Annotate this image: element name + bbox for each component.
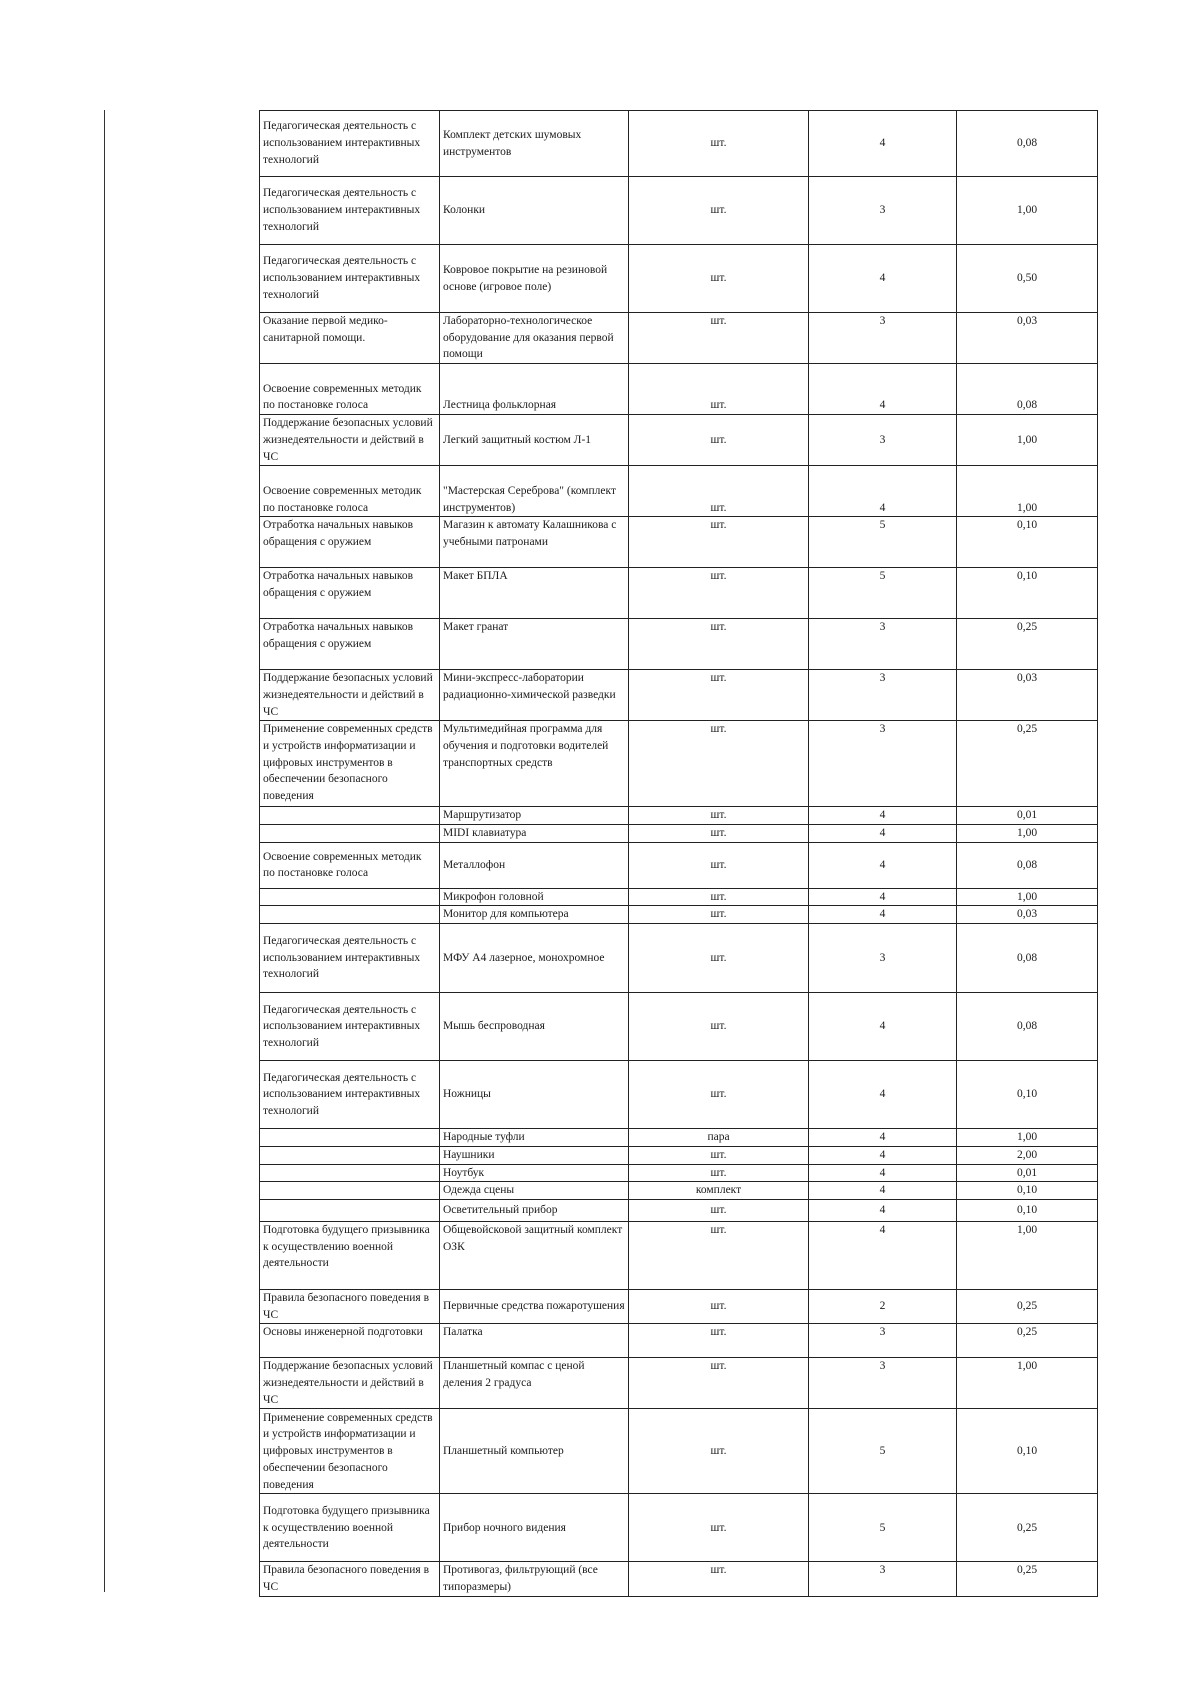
item-name-cell: Мышь беспроводная — [440, 993, 629, 1061]
item-name-cell: Маршрутизатор — [440, 807, 629, 825]
quantity-cell: 3 — [809, 1324, 957, 1358]
item-name-cell: МФУ А4 лазерное, монохромное — [440, 924, 629, 993]
activity-cell: Освоение современных методик по постановке голоса — [260, 466, 440, 517]
activity-cell: Оказание первой медико-санитарной помощи. — [260, 313, 440, 364]
activity-cell: Освоение современных методик по постановке голоса — [260, 842, 440, 888]
table-row — [260, 111, 1098, 177]
activity-cell — [260, 1199, 440, 1221]
unit-cell: шт. — [629, 619, 809, 670]
value-cell: 2,00 — [957, 1146, 1098, 1164]
activity-cell — [260, 888, 440, 906]
item-name-cell: Осветительный прибор — [440, 1199, 629, 1221]
item-name-cell: Наушники — [440, 1146, 629, 1164]
table-row — [260, 1164, 1098, 1182]
activity-cell — [260, 1164, 440, 1182]
table-row — [260, 888, 1098, 906]
table-row — [260, 619, 1098, 670]
table-row — [260, 1182, 1098, 1200]
value-cell: 1,00 — [957, 825, 1098, 843]
unit-cell: шт. — [629, 825, 809, 843]
value-cell: 0,01 — [957, 807, 1098, 825]
value-cell: 0,50 — [957, 245, 1098, 313]
table-row — [260, 313, 1098, 364]
value-cell: 0,25 — [957, 721, 1098, 807]
value-cell: 0,08 — [957, 924, 1098, 993]
quantity-cell: 5 — [809, 1494, 957, 1562]
unit-cell: шт. — [629, 111, 809, 177]
activity-cell: Основы инженерной подготовки — [260, 1324, 440, 1358]
quantity-cell: 4 — [809, 364, 957, 415]
quantity-cell: 3 — [809, 924, 957, 993]
unit-cell: шт. — [629, 415, 809, 466]
table-row — [260, 1289, 1098, 1323]
value-cell: 0,08 — [957, 364, 1098, 415]
unit-cell: шт. — [629, 670, 809, 721]
value-cell: 0,08 — [957, 993, 1098, 1061]
item-name-cell: Легкий защитный костюм Л-1 — [440, 415, 629, 466]
table-row — [260, 1199, 1098, 1221]
activity-cell — [260, 1146, 440, 1164]
table-row — [260, 466, 1098, 517]
value-cell: 0,03 — [957, 670, 1098, 721]
table-row — [260, 906, 1098, 924]
quantity-cell: 4 — [809, 825, 957, 843]
activity-cell: Применение современных средств и устройств информатизации и цифровых инструментов в обеспечении безопасного поведения — [260, 721, 440, 807]
quantity-cell: 4 — [809, 807, 957, 825]
unit-cell: шт. — [629, 1199, 809, 1221]
table-row — [260, 1494, 1098, 1562]
quantity-cell: 3 — [809, 313, 957, 364]
quantity-cell: 5 — [809, 1409, 957, 1494]
quantity-cell: 4 — [809, 1199, 957, 1221]
unit-cell: шт. — [629, 245, 809, 313]
item-name-cell: MIDI клавиатура — [440, 825, 629, 843]
activity-cell: Подготовка будущего призывника к осуществлению военной деятельности — [260, 1494, 440, 1562]
quantity-cell: 2 — [809, 1289, 957, 1323]
value-cell: 1,00 — [957, 177, 1098, 245]
table-row — [260, 825, 1098, 843]
table-row — [260, 807, 1098, 825]
activity-cell: Педагогическая деятельность с использованием интерактивных технологий — [260, 993, 440, 1061]
activity-cell: Отработка начальных навыков обращения с оружием — [260, 517, 440, 568]
item-name-cell: Ноутбук — [440, 1164, 629, 1182]
quantity-cell: 3 — [809, 1562, 957, 1596]
unit-cell: шт. — [629, 807, 809, 825]
table-row — [260, 177, 1098, 245]
table-row — [260, 1358, 1098, 1409]
table-row — [260, 1562, 1098, 1596]
item-name-cell: Мини-экспресс-лаборатории радиационно-химической разведки — [440, 670, 629, 721]
activity-cell: Поддержание безопасных условий жизнедеятельности и действий в ЧС — [260, 1358, 440, 1409]
activity-cell: Педагогическая деятельность с использованием интерактивных технологий — [260, 1061, 440, 1129]
table-row — [260, 517, 1098, 568]
table-row — [260, 924, 1098, 993]
value-cell: 0,03 — [957, 906, 1098, 924]
value-cell: 0,01 — [957, 1164, 1098, 1182]
value-cell: 1,00 — [957, 1221, 1098, 1289]
item-name-cell: Планшетный компас с ценой деления 2 градуса — [440, 1358, 629, 1409]
activity-cell: Подготовка будущего призывника к осуществлению военной деятельности — [260, 1221, 440, 1289]
value-cell: 0,03 — [957, 313, 1098, 364]
quantity-cell: 3 — [809, 670, 957, 721]
item-name-cell: Лестница фольклорная — [440, 364, 629, 415]
quantity-cell: 4 — [809, 1221, 957, 1289]
item-name-cell: Противогаз, фильтрующий (все типоразмеры) — [440, 1562, 629, 1596]
table-row — [260, 415, 1098, 466]
value-cell: 0,10 — [957, 1061, 1098, 1129]
item-name-cell: Одежда сцены — [440, 1182, 629, 1200]
item-name-cell: Макет БПЛА — [440, 568, 629, 619]
value-cell: 0,25 — [957, 1324, 1098, 1358]
table-row — [260, 1221, 1098, 1289]
quantity-cell: 3 — [809, 619, 957, 670]
unit-cell: шт. — [629, 721, 809, 807]
unit-cell: шт. — [629, 924, 809, 993]
value-cell: 1,00 — [957, 415, 1098, 466]
value-cell: 0,10 — [957, 1199, 1098, 1221]
unit-cell: шт. — [629, 1289, 809, 1323]
item-name-cell: Ножницы — [440, 1061, 629, 1129]
table-row — [260, 1409, 1098, 1494]
activity-cell: Правила безопасного поведения в ЧС — [260, 1562, 440, 1596]
value-cell: 0,25 — [957, 619, 1098, 670]
value-cell: 0,25 — [957, 1494, 1098, 1562]
table-row — [260, 1129, 1098, 1147]
item-name-cell: Мультимедийная программа для обучения и подготовки водителей транспортных средств — [440, 721, 629, 807]
value-cell: 0,08 — [957, 111, 1098, 177]
activity-cell: Отработка начальных навыков обращения с оружием — [260, 619, 440, 670]
left-margin-rule — [104, 110, 105, 1592]
unit-cell: шт. — [629, 906, 809, 924]
activity-cell: Педагогическая деятельность с использованием интерактивных технологий — [260, 245, 440, 313]
quantity-cell: 4 — [809, 1129, 957, 1147]
item-name-cell: Первичные средства пожаротушения — [440, 1289, 629, 1323]
unit-cell: шт. — [629, 1146, 809, 1164]
value-cell: 0,10 — [957, 1409, 1098, 1494]
value-cell: 1,00 — [957, 1129, 1098, 1147]
item-name-cell: Ковровое покрытие на резиновой основе (игровое поле) — [440, 245, 629, 313]
table-row — [260, 993, 1098, 1061]
item-name-cell: Комплект детских шумовых инструментов — [440, 111, 629, 177]
activity-cell: Правила безопасного поведения в ЧС — [260, 1289, 440, 1323]
item-name-cell: Планшетный компьютер — [440, 1409, 629, 1494]
quantity-cell: 5 — [809, 517, 957, 568]
table-row — [260, 670, 1098, 721]
quantity-cell: 4 — [809, 888, 957, 906]
unit-cell: шт. — [629, 466, 809, 517]
activity-cell: Применение современных средств и устройств информатизации и цифровых инструментов в обеспечении безопасного поведения — [260, 1409, 440, 1494]
value-cell: 1,00 — [957, 1358, 1098, 1409]
quantity-cell: 4 — [809, 1146, 957, 1164]
quantity-cell: 3 — [809, 1358, 957, 1409]
activity-cell: Педагогическая деятельность с использованием интерактивных технологий — [260, 924, 440, 993]
quantity-cell: 3 — [809, 721, 957, 807]
unit-cell: шт. — [629, 1494, 809, 1562]
quantity-cell: 4 — [809, 466, 957, 517]
unit-cell: шт. — [629, 568, 809, 619]
unit-cell: шт. — [629, 1061, 809, 1129]
item-name-cell: Лабораторно-технологическое оборудование для оказания первой помощи — [440, 313, 629, 364]
quantity-cell: 4 — [809, 842, 957, 888]
value-cell: 0,08 — [957, 842, 1098, 888]
quantity-cell: 4 — [809, 111, 957, 177]
value-cell: 0,10 — [957, 517, 1098, 568]
item-name-cell: Колонки — [440, 177, 629, 245]
table-row — [260, 1061, 1098, 1129]
item-name-cell: Народные туфли — [440, 1129, 629, 1147]
value-cell: 1,00 — [957, 888, 1098, 906]
item-name-cell: "Мастерская Сереброва" (комплект инструментов) — [440, 466, 629, 517]
unit-cell: шт. — [629, 1562, 809, 1596]
unit-cell: шт. — [629, 1221, 809, 1289]
activity-cell: Поддержание безопасных условий жизнедеятельности и действий в ЧС — [260, 670, 440, 721]
activity-cell: Отработка начальных навыков обращения с оружием — [260, 568, 440, 619]
item-name-cell: Металлофон — [440, 842, 629, 888]
activity-cell — [260, 1129, 440, 1147]
unit-cell: шт. — [629, 993, 809, 1061]
unit-cell: шт. — [629, 1409, 809, 1494]
activity-cell — [260, 825, 440, 843]
unit-cell: шт. — [629, 888, 809, 906]
quantity-cell: 3 — [809, 415, 957, 466]
item-name-cell: Прибор ночного видения — [440, 1494, 629, 1562]
table-row — [260, 245, 1098, 313]
value-cell: 0,25 — [957, 1289, 1098, 1323]
activity-cell — [260, 1182, 440, 1200]
quantity-cell: 4 — [809, 906, 957, 924]
item-name-cell: Магазин к автомату Калашникова с учебными патронами — [440, 517, 629, 568]
activity-cell: Педагогическая деятельность с использованием интерактивных технологий — [260, 177, 440, 245]
activity-cell — [260, 906, 440, 924]
unit-cell: шт. — [629, 1164, 809, 1182]
unit-cell: шт. — [629, 1324, 809, 1358]
item-name-cell: Макет гранат — [440, 619, 629, 670]
quantity-cell: 4 — [809, 1061, 957, 1129]
table-row — [260, 721, 1098, 807]
quantity-cell: 4 — [809, 245, 957, 313]
unit-cell: шт. — [629, 842, 809, 888]
item-name-cell: Общевойсковой защитный комплект ОЗК — [440, 1221, 629, 1289]
table-row — [260, 1146, 1098, 1164]
quantity-cell: 4 — [809, 1182, 957, 1200]
table-row — [260, 1324, 1098, 1358]
unit-cell: комплект — [629, 1182, 809, 1200]
value-cell: 0,10 — [957, 1182, 1098, 1200]
unit-cell: шт. — [629, 177, 809, 245]
equipment-table — [259, 110, 1098, 1597]
table-row — [260, 364, 1098, 415]
value-cell: 1,00 — [957, 466, 1098, 517]
unit-cell: шт. — [629, 1358, 809, 1409]
unit-cell: шт. — [629, 313, 809, 364]
activity-cell: Педагогическая деятельность с использованием интерактивных технологий — [260, 111, 440, 177]
quantity-cell: 3 — [809, 177, 957, 245]
quantity-cell: 4 — [809, 1164, 957, 1182]
item-name-cell: Палатка — [440, 1324, 629, 1358]
quantity-cell: 5 — [809, 568, 957, 619]
unit-cell: шт. — [629, 517, 809, 568]
activity-cell — [260, 807, 440, 825]
value-cell: 0,10 — [957, 568, 1098, 619]
item-name-cell: Монитор для компьютера — [440, 906, 629, 924]
value-cell: 0,25 — [957, 1562, 1098, 1596]
equipment-table-body — [260, 111, 1098, 1597]
activity-cell: Освоение современных методик по постановке голоса — [260, 364, 440, 415]
activity-cell: Поддержание безопасных условий жизнедеятельности и действий в ЧС — [260, 415, 440, 466]
quantity-cell: 4 — [809, 993, 957, 1061]
table-row — [260, 568, 1098, 619]
unit-cell: шт. — [629, 364, 809, 415]
unit-cell: пара — [629, 1129, 809, 1147]
table-row — [260, 842, 1098, 888]
item-name-cell: Микрофон головной — [440, 888, 629, 906]
